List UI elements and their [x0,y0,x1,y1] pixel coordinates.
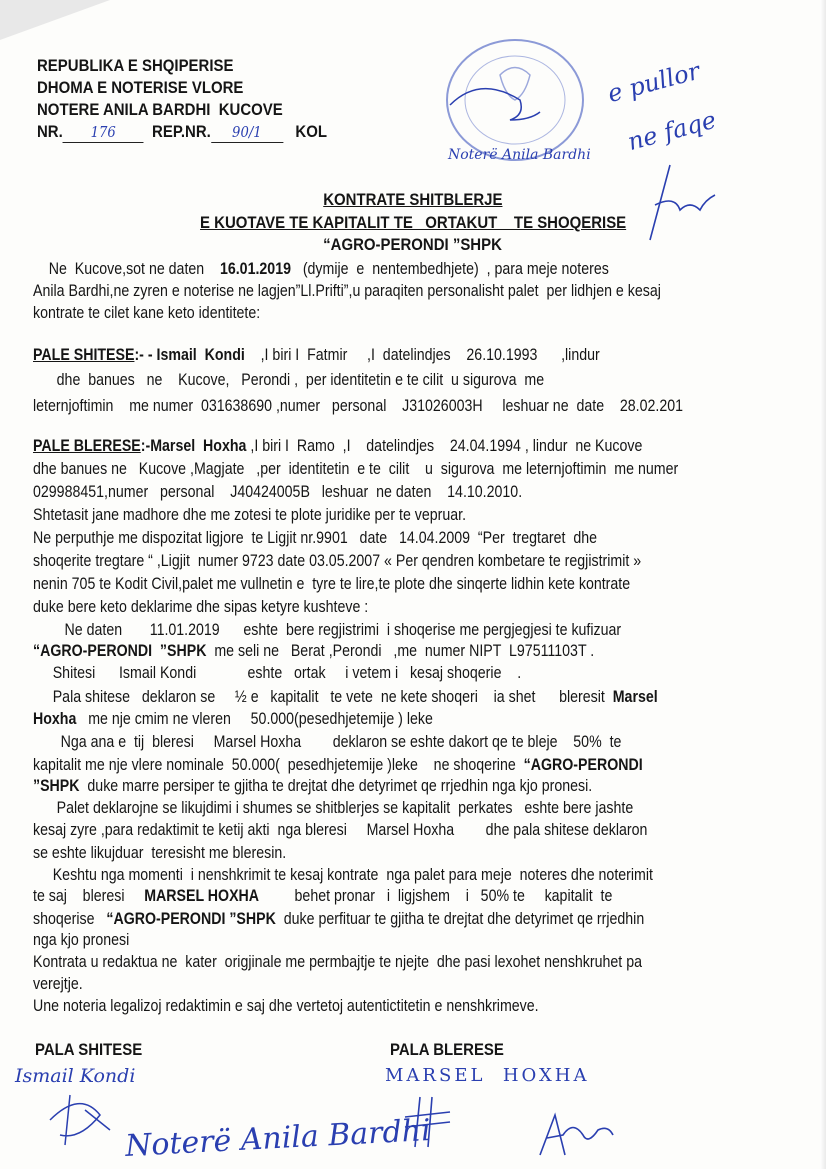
text-segment: PALE BLERESE [33,437,141,455]
body-line [33,799,633,817]
registry-numbers [37,122,327,143]
header-line: REPUBLIKA E SHQIPERISE [37,56,234,75]
body-line [33,437,642,455]
text-segment: ,I biri I Ramo ,I datelindjes 24.04.1994 , lindur ne Kucove [246,437,643,455]
notary-signature-bottom: Noterë Anila Bardhi [124,1113,432,1164]
rep-label: REP.NR. [152,122,211,141]
body-line [33,529,597,547]
text-segment: verejtje. [33,975,83,993]
text-segment: PALE SHITESE [33,346,135,364]
text-segment: Pala shitese deklaron se ½ e kapitalit te vete ne kete shoqeri ia shet bleresit [33,688,613,706]
scan-edge [820,0,826,1169]
body-line [33,282,661,300]
text-segment: :- - Ismail Kondi [134,346,245,364]
body-line [33,598,368,616]
body-line [33,710,433,728]
company-name: “AGRO-PERONDI ”SHPK [323,235,503,254]
body-line [33,575,630,593]
text-segment: Marsel [612,688,658,706]
body-line [33,397,683,415]
body-line [33,483,522,501]
body-line [33,304,260,322]
body-line [33,866,653,884]
buyer-label: PALA BLERESE [390,1040,504,1059]
notary-initials [535,1110,615,1160]
body-line [33,953,642,971]
body-line [33,756,643,774]
body-line [33,621,621,639]
body-line [33,460,678,478]
text-segment: nenin 705 te Kodit Civil,palet me vullnetin e tyre te lire,te plote dhe sinqerte lidhin kete kontrate [33,575,631,593]
body-line [33,777,592,795]
text-segment: kesaj zyre ,para redaktimit te ketij akti nga bleresi Marsel Hoxha dhe pala shitese deklaron [33,821,648,839]
body-line [33,975,83,993]
text-segment: 16.01.2019 [219,260,291,278]
text-segment: me nje cmim ne vleren 50.000(pesedhjetemije ) leke [76,710,433,728]
text-segment: shoqerite tregtare “ ,Ligjit numer 9723 date 03.05.2007 « Per qendren kombetare te regjistrimit » [33,552,642,570]
body-line [33,371,544,389]
text-segment: shoqerise [33,910,107,928]
body-line [33,733,621,751]
text-segment: dhe banues ne Kucove, Perondi , per identitetin e te cilit u sigurova me [33,371,545,389]
notary-seal [440,35,590,165]
text-segment: me seli ne Berat ,Perondi ,me numer NIPT L97511103T . [206,642,595,660]
text-segment: :-Marsel Hoxha [140,437,247,455]
text-segment: Ne Kucove,sot ne daten [33,260,220,278]
text-segment: (dymije e nentembedhjete) , para meje noteres [290,260,609,278]
text-segment: Palet deklarojne se likujdimi i shumes se shitblerjes se kapitalit perkates eshte bere jashte [33,799,634,817]
folded-corner [0,0,110,40]
body-line [33,910,644,928]
text-segment: duke marre persiper te gjitha te drejtat dhe detyrimet qe rrjedhin nga kjo pronesi. [79,777,593,795]
body-line [33,887,612,905]
header-line: NOTERE ANILA BARDHI KUCOVE [37,100,283,119]
body-line [33,346,600,364]
text-segment: “AGRO-PERONDI [523,756,643,774]
contract-title: KONTRATE SHITBLERJE [323,190,503,209]
body-line [33,642,594,660]
body-line [33,844,286,862]
text-segment: Anila Bardhi,ne zyren e noterise ne lagjen”Ll.Prifti”,u paraqiten personalisht palet per lidhjen e kesaj [33,282,661,300]
contract-subtitle: E KUOTAVE TE KAPITALIT TE ORTAKUT TE SHOQERISE [199,213,627,232]
text-segment: nga kjo pronesi [33,931,130,949]
seller-signature [40,1090,120,1150]
text-segment: ”SHPK [33,777,80,795]
text-segment: 029988451,numer personal J40424005B leshuar ne daten 14.10.2010. [33,483,523,501]
text-segment: leternjoftimin me numer 031638690 ,numer personal J31026003H leshuar ne date 28.02.201 [33,397,683,415]
text-segment: kontrate te cilet kane keto identitete: [33,304,261,322]
buyer-handwritten-name: MARSEL HOXHA [385,1065,590,1086]
nr-value: 176 [90,123,116,141]
text-segment: Keshtu nga momenti i nenshkrimit te kesaj kontrate nga palet para meje noteres dhe noterimit [33,866,653,884]
header-line: DHOMA E NOTERISE VLORE [37,78,244,97]
text-segment: “AGRO-PERONDI ”SHPK [33,642,207,660]
nr-label: NR. [37,122,63,141]
seller-handwritten-name: Ismail Kondi [15,1065,136,1087]
body-line [33,260,609,278]
text-segment: duke perfituar te gjitha te drejtat dhe detyrimet qe rrjedhin [275,910,645,928]
text-segment: Hoxha [33,710,77,728]
body-line [33,688,658,706]
text-segment: duke bere keto deklarime dhe sipas ketyre kushteve : [33,598,369,616]
text-segment: te saj bleresi [33,887,145,905]
text-segment: Ne daten 11.01.2019 eshte bere regjistrimi i shoqerise me pergjegjesi te kufizuar [33,621,622,639]
handwritten-note-line: e pullor [604,56,703,109]
text-segment: Ne perputhje me dispozitat ligjore te Ligjit nr.9901 date 14.04.2009 “Per tregtaret dhe [33,529,598,547]
kol-label: KOL [295,122,328,141]
text-segment: “AGRO-PERONDI ”SHPK [106,910,276,928]
text-segment: Kontrata u redaktua ne kater origjinale me permbajtje te njejte dhe pasi lexohet nenshkruhet pa [33,953,642,971]
text-segment: dhe banues ne Kucove ,Magjate ,per identitetin e te cilit u sigurova me leternjoftimin me numer [33,460,679,478]
text-segment: se eshte likujduar teresisht me bleresin. [33,844,287,862]
text-segment: Une noteria legalizoj redaktimin e saj dhe vertetoj autentictitetin e nenshkrimeve. [33,997,539,1015]
body-line [33,821,647,839]
text-segment: MARSEL HOXHA [144,887,260,905]
body-line [33,997,539,1015]
text-segment: Shtetasit jane madhore dhe me zotesi te plote juridike per te vepruar. [33,506,467,524]
text-segment: Shitesi Ismail Kondi eshte ortak i vetem i kesaj shoqerie . [33,664,522,682]
body-line [33,506,466,524]
text-segment: kapitalit me nje vlere nominale 50.000( pesedhjetemije )leke ne shoqerine [33,756,524,774]
notary-signature-top: Noterë Anila Bardhi [448,147,591,163]
body-line [33,931,129,949]
text-segment: ,I biri I Fatmir ,I datelindjes 26.10.1993 ,lindur [244,346,600,364]
body-line [33,552,641,570]
handwritten-note-line: ne faqe [624,105,719,157]
rep-value: 90/1 [232,123,262,141]
seller-label: PALA SHITESE [35,1040,143,1059]
text-segment: behet pronar i ligjshem i 50% te kapitalit te [259,887,613,905]
body-line [33,664,521,682]
text-segment: Nga ana e tij bleresi Marsel Hoxha deklaron se eshte dakort qe te bleje 50% te [33,733,622,751]
